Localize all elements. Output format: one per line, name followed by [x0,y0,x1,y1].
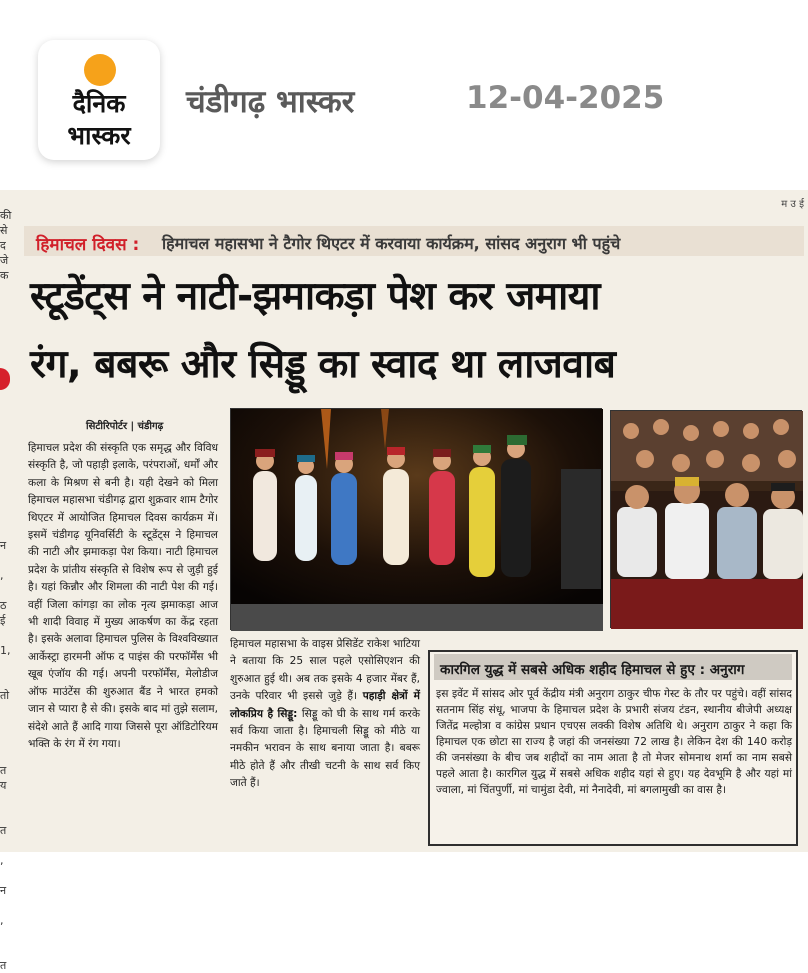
clipping-top-edge [0,196,808,210]
adjacent-column-bleed [0,208,14,972]
bleed-char [0,448,14,463]
audience-image [611,411,803,629]
bleed-char [0,808,14,823]
bleed-char: त [0,824,7,837]
kicker-tag: हिमाचल दिवस : [36,235,140,255]
edition-date: 12-04-2025 [466,80,665,116]
dance-performance-image [231,409,603,631]
bleed-char [0,313,14,328]
bleed-char: से [0,224,8,237]
bleed-char [0,283,14,298]
logo-text-line2: भास्कर [67,121,131,150]
bleed-char [0,478,14,493]
bleed-char: न [0,539,7,552]
bleed-char [0,463,14,478]
bleed-char: ई [0,614,6,627]
corner-mark: म उ ई [781,199,804,210]
bleed-char: क [0,269,9,282]
kicker-strip [24,226,804,256]
bleed-char [0,403,14,418]
bleed-char [0,628,14,643]
anurag-quote-box [428,650,798,846]
bleed-char: द [0,239,6,252]
mid-paragraph-1: हिमाचल महासभा के वाइस प्रेसिडेंट राकेश भाटिया ने बताया कि 25 साल पहले एसोसिएशन की शुरुआत हुई थी। अब तक इसके 4 हजार मेंबर हैं, उनके परिवार भी इससे जुड़े हैं। [230,638,420,703]
newspaper-clipping[interactable] [0,190,808,972]
bleed-char [0,673,14,688]
dance-performance-photo[interactable] [230,408,602,630]
bleed-char: 1, [0,644,11,657]
edition-name: चंडीगढ़ भास्कर [186,84,355,120]
bleed-char [0,718,14,733]
box-headline [434,654,792,680]
bleed-char: त [0,959,7,972]
bleed-char [0,433,14,448]
headline-line-2: रंग, बबरू और सिड्डू का स्वाद था लाजवाब [30,342,616,387]
article-column-middle [230,636,420,846]
bleed-char: ठ [0,599,7,612]
audience-dignitaries-photo[interactable] [610,410,802,628]
bleed-char [0,418,14,433]
bleed-char [0,343,14,358]
bleed-char [0,703,14,718]
bleed-char [0,493,14,508]
bleed-char: जे [0,254,9,267]
siddu-subhead: पहाड़ी क्षेत्रों में लोकप्रिय है सिड्डू: [230,690,420,720]
bleed-char [0,583,14,598]
sun-logo-icon [84,54,116,86]
logo-text-line1: दैनिक [72,89,126,118]
bleed-char [0,943,14,958]
app-header [0,0,808,190]
bleed-char: तो [0,689,10,702]
bleed-char: त [0,764,7,777]
article-column-left: हिमाचल प्रदेश की संस्कृति एक समृद्ध और विविध संस्कृति है, जो पहाड़ी इलाके, परंपराओं, धर्मों और कला के मिश्रण से बनी है। यही देखने को मिला हिमाचल महासभा चंडीगढ़ द्वारा शुक्रवार शाम टैगोर थिएटर में आयोजित हिमाचल दिवस कार्यक्रम में। इसमें चंडीगढ़ यूनिवर्सिटी के स्टूडेंट्स ने हिमाचल की नाटी और झमाकड़ा पेश किया। नाटी हिमाचल प्रदेश के प्रांतीय संस्कृति से विशेष रूप से जुड़ी हुई है। यहां किन्नौर और शिमला की नाटी पेश की गई। वहीं जिला कांगड़ा का लोक नृत्य झमाकड़ा आज भी शादी विवाह में मुख्य आकर्षण का केंद्र रहता है। इसके अलावा हिमाचल पुलिस के विश्वविख्यात आर्केस्ट्रा हारमनी ऑफ द पाइंस की परफॉर्मेंस भी खूब एंजॉय की गई। अपनी परफॉर्मेंस, मेलोडीज ऑफ माउंटेंस की शुरुआत बैंड ने भारत हमको जान से प्यारा है से की। इसके बाद मां तुझे सलाम, संदेशे आते हैं आदि गाया जिससे पूरा ऑडिटोरियम भक्ति के रंग में रंग गया। [28,442,218,750]
kicker-text: हिमाचल महासभा ने टैगोर थिएटर में करवाया कार्यक्रम, सांसद अनुराग भी पहुंचे [162,234,621,253]
bleed-char: , [0,914,4,927]
bleed-char [0,868,14,883]
bleed-char [0,838,14,853]
bleed-char [0,898,14,913]
byline: सिटीरिपोर्टर | चंडीगढ़ [86,421,164,432]
box-body-text: इस इवेंट में सांसद ओर पूर्व केंद्रीय मंत्री अनुराग ठाकुर चीफ गेस्ट के तौर पर पहुंचे। वहीं सांसद सतनाम सिंह संधू, भाजपा के हिमाचल प्रदेश के प्रभारी संजय टंडन, स्थानीय बीजेपी अध्यक्ष जितेंद्र मल्होत्रा व कांग्रेस प्रधान एचएस लक्की विशेष अतिथि थे। अनुराग ठाकुर ने कहा कि हिमाचल एक छोटा सा राज्य है जहां की जनसंख्या 72 लाख है। लेकिन देश की 140 करोड़ की जनसंख्या के बीच जब शहीदों का नाम आता है तो मेजर सोमनाथ शर्मा का नाम सबसे पहले आता है। कारगिल युद्ध में सबसे अधिक शहीद यहां से हुए। यह देवभूमि है और यहां मां ज्वाला, मां चिंतपुर्णी, मां चामुंडा देवी, मां नैनादेवी, मां बगलामुखी का वास है। [436,688,792,796]
bleed-char [0,928,14,943]
bleed-char [0,658,14,673]
bleed-char [0,298,14,313]
box-headline-text: कारगिल युद्ध में सबसे अधिक शहीद हिमाचल से हुए : अनुराग [440,662,745,678]
bleed-char [0,328,14,343]
bleed-char: , [0,569,4,582]
bleed-char [0,793,14,808]
bleed-char [0,553,14,568]
bleed-char [0,523,14,538]
bleed-char [0,508,14,523]
bleed-char [0,748,14,763]
bleed-char [0,388,14,403]
bleed-char: , [0,854,4,867]
bleed-char: य [0,779,7,792]
bleed-char [0,733,14,748]
headline-line-1: स्टूडेंट्स ने नाटी-झमाकड़ा पेश कर जमाया [30,274,600,319]
bleed-char: की [0,209,12,222]
mid-paragraph-2: सिड्डू को घी के साथ गर्म करके सर्व किया जाता है। हिमाचली सिड्डू को मीठे या नमकीन भरावन के साथ बनाया जाता है। बबरू मीठे होते हैं और तीखी चटनी के साथ सर्व किए जाते हैं। [230,707,420,790]
dainik-bhaskar-logo[interactable] [38,40,160,160]
bleed-char: न [0,884,7,897]
